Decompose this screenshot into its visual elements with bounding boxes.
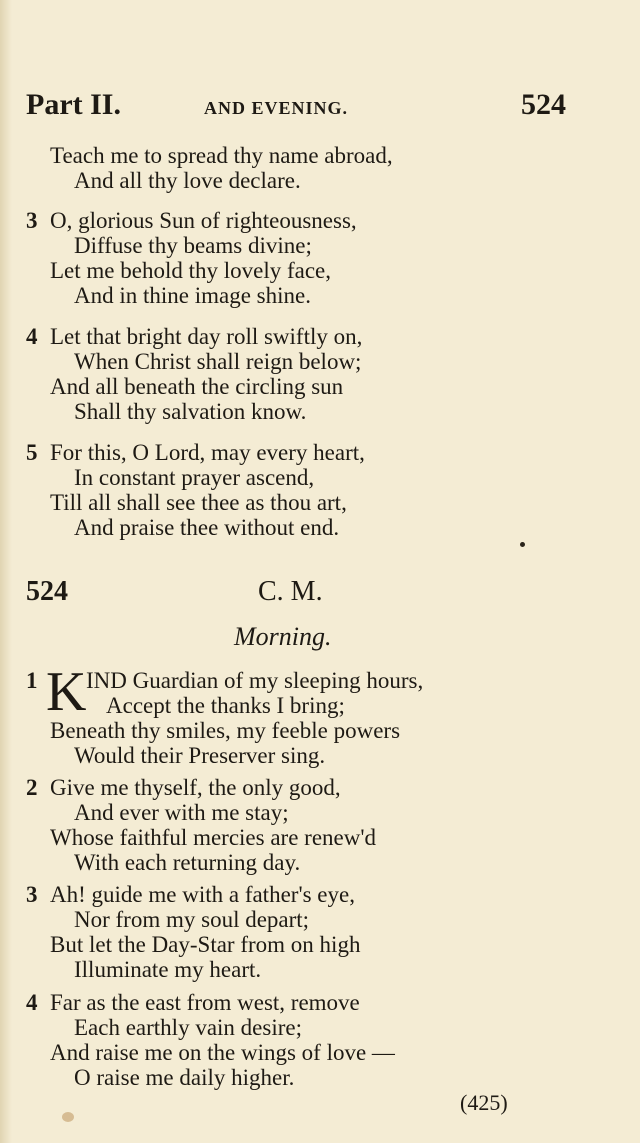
- verse-line: Would their Preserver sing.: [74, 743, 326, 768]
- verse-line: O raise me daily higher.: [74, 1065, 295, 1090]
- hymn-meter: C. M.: [258, 576, 323, 607]
- stanza-number: 2: [26, 775, 38, 800]
- part-label: Part II.: [26, 88, 121, 121]
- running-title: AND EVENING.: [204, 98, 349, 118]
- header-hymn-number: 524: [521, 88, 566, 121]
- verse-line: For this, O Lord, may every heart,: [50, 440, 365, 465]
- verse-line: When Christ shall reign below;: [74, 349, 362, 374]
- verse-line: And all beneath the circling sun: [50, 374, 344, 399]
- stanza-number: 3: [26, 882, 38, 907]
- verse-line: And praise thee without end.: [74, 515, 340, 540]
- verse-line: Let that bright day roll swiftly on,: [50, 324, 363, 349]
- verse-line: And ever with me stay;: [74, 800, 289, 825]
- verse-line: IND Guardian of my sleeping hours,: [86, 668, 424, 693]
- stanza-number: 4: [26, 990, 38, 1015]
- verse-line: Let me behold thy lovely face,: [50, 258, 332, 283]
- verse-line: Shall thy salvation know.: [74, 399, 307, 424]
- stanza-number: 4: [26, 324, 38, 349]
- verse-line: And in thine image shine.: [74, 283, 311, 308]
- verse-line: In constant prayer ascend,: [74, 465, 315, 490]
- verse-line: Each earthly vain desire;: [74, 1015, 302, 1040]
- verse-line: Illuminate my heart.: [74, 957, 262, 982]
- ink-dot: [520, 542, 525, 547]
- verse-line: And all thy love declare.: [74, 168, 301, 193]
- verse-line: Accept the thanks I bring;: [106, 693, 345, 718]
- verse-line: O, glorious Sun of righteousness,: [50, 208, 357, 233]
- verse-line: Till all shall see thee as thou art,: [50, 490, 347, 515]
- stanza-number: 3: [26, 208, 38, 233]
- stanza-number: 1: [26, 668, 38, 693]
- verse-line: Far as the east from west, remove: [50, 990, 360, 1015]
- paper-stain: [62, 1112, 74, 1122]
- hymn-number: 524: [26, 576, 68, 607]
- verse-line: Give me thyself, the only good,: [50, 775, 341, 800]
- drop-cap: K: [46, 661, 87, 723]
- stanza-number: 5: [26, 440, 38, 465]
- verse-line: Teach me to spread thy name abroad,: [50, 143, 393, 168]
- page-header: [26, 88, 566, 124]
- page-edge-shadow: [0, 0, 12, 1143]
- verse-line: Diffuse thy beams divine;: [74, 233, 312, 258]
- page-number: (425): [460, 1090, 508, 1115]
- verse-line: Whose faithful mercies are renew'd: [50, 825, 376, 850]
- verse-line: But let the Day-Star from on high: [50, 932, 361, 957]
- verse-line: Beneath thy smiles, my feeble powers: [50, 718, 401, 743]
- hymn-title: Morning.: [234, 622, 332, 651]
- verse-line: Nor from my soul depart;: [74, 907, 310, 932]
- verse-line: Ah! guide me with a father's eye,: [50, 882, 355, 907]
- verse-line: With each returning day.: [74, 850, 301, 875]
- verse-line: And raise me on the wings of love —: [50, 1040, 395, 1065]
